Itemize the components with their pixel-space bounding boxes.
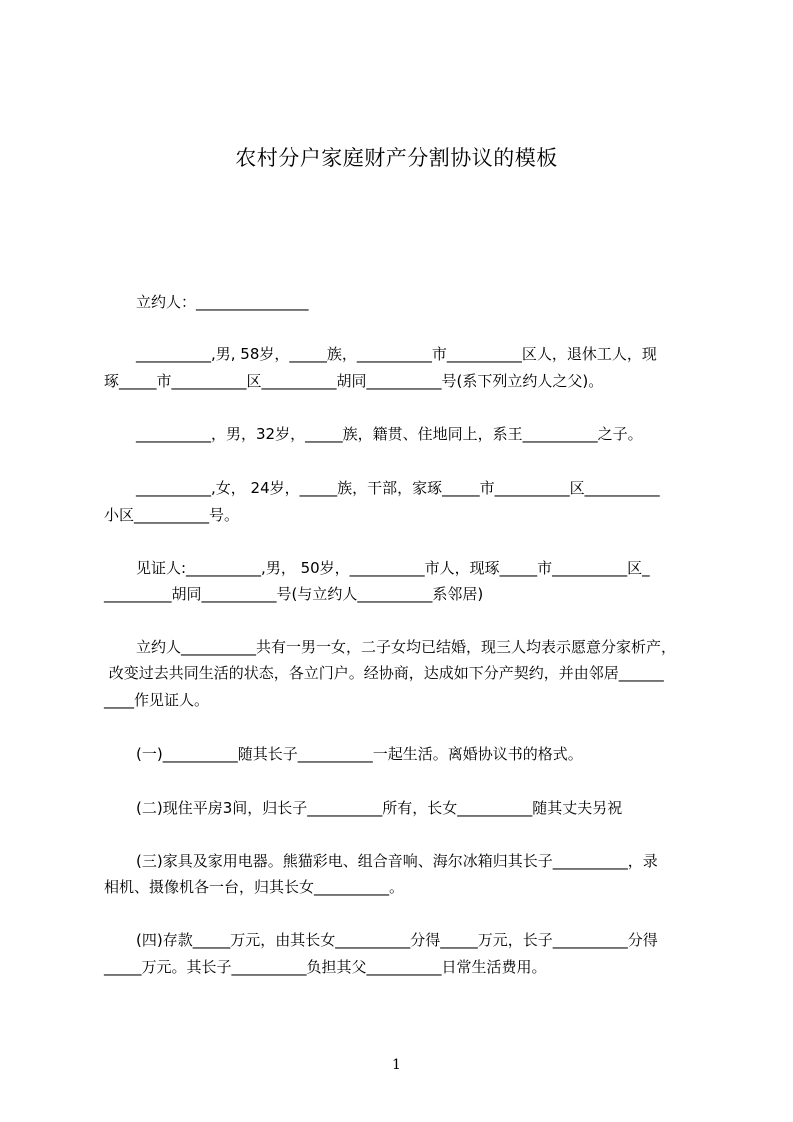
paragraph-line: 改变过去共同生活的状态，各立门户。经协商，达成如下分产契约，并由邻居______ bbox=[104, 664, 664, 682]
witness-line: _________胡同__________号(与立约人__________系邻居) bbox=[104, 585, 484, 603]
clause-4: _____万元。其长子__________负担其父__________日常生活费用。 bbox=[104, 958, 547, 976]
clause-1: (一)__________随其长子__________一起生活。离婚协议书的格式。 bbox=[136, 745, 583, 763]
paragraph-line: __________,女， 24岁，_____族，干部，家琢_____市__________区__________ bbox=[136, 479, 660, 497]
paragraph-line: __________，男，32岁，_____族，籍贯、住地同上，系王__________之子。 bbox=[136, 425, 643, 443]
party-line: 立约人：_______________ bbox=[136, 293, 309, 311]
paragraph-line: __________,男, 58岁，_____族，__________市__________区人，退休工人，现 bbox=[136, 345, 657, 363]
paragraph-line: 小区__________号。 bbox=[104, 506, 240, 524]
clause-3: (三)家具及家用电器。熊猫彩电、组合音响、海尔冰箱归其长子__________，录 bbox=[136, 852, 658, 870]
clause-2: (二)现住平房3间，归长子__________所有，长女__________随其丈夫另祝 bbox=[136, 799, 623, 817]
witness-line: 见证人:__________,男， 50岁，__________市人，现琢_____市__________区_ bbox=[136, 559, 650, 577]
clause-3: 相机、摄像机各一台，归其长女__________。 bbox=[104, 878, 405, 896]
paragraph-line: ____作见证人。 bbox=[104, 691, 210, 709]
clause-4: (四)存款_____万元，由其长女__________分得_____万元，长子__________分得 bbox=[136, 931, 658, 949]
paragraph-line: 琢_____市__________区__________胡同__________号(系下列立约人之父)。 bbox=[104, 372, 604, 390]
paragraph-line: 立约人__________共有一男一女，二子女均已结婚，现三人均表示愿意分家析产， bbox=[136, 638, 677, 656]
page-number: 1 bbox=[392, 1057, 401, 1073]
document-title: 农村分户家庭财产分割协议的模板 bbox=[235, 146, 558, 170]
